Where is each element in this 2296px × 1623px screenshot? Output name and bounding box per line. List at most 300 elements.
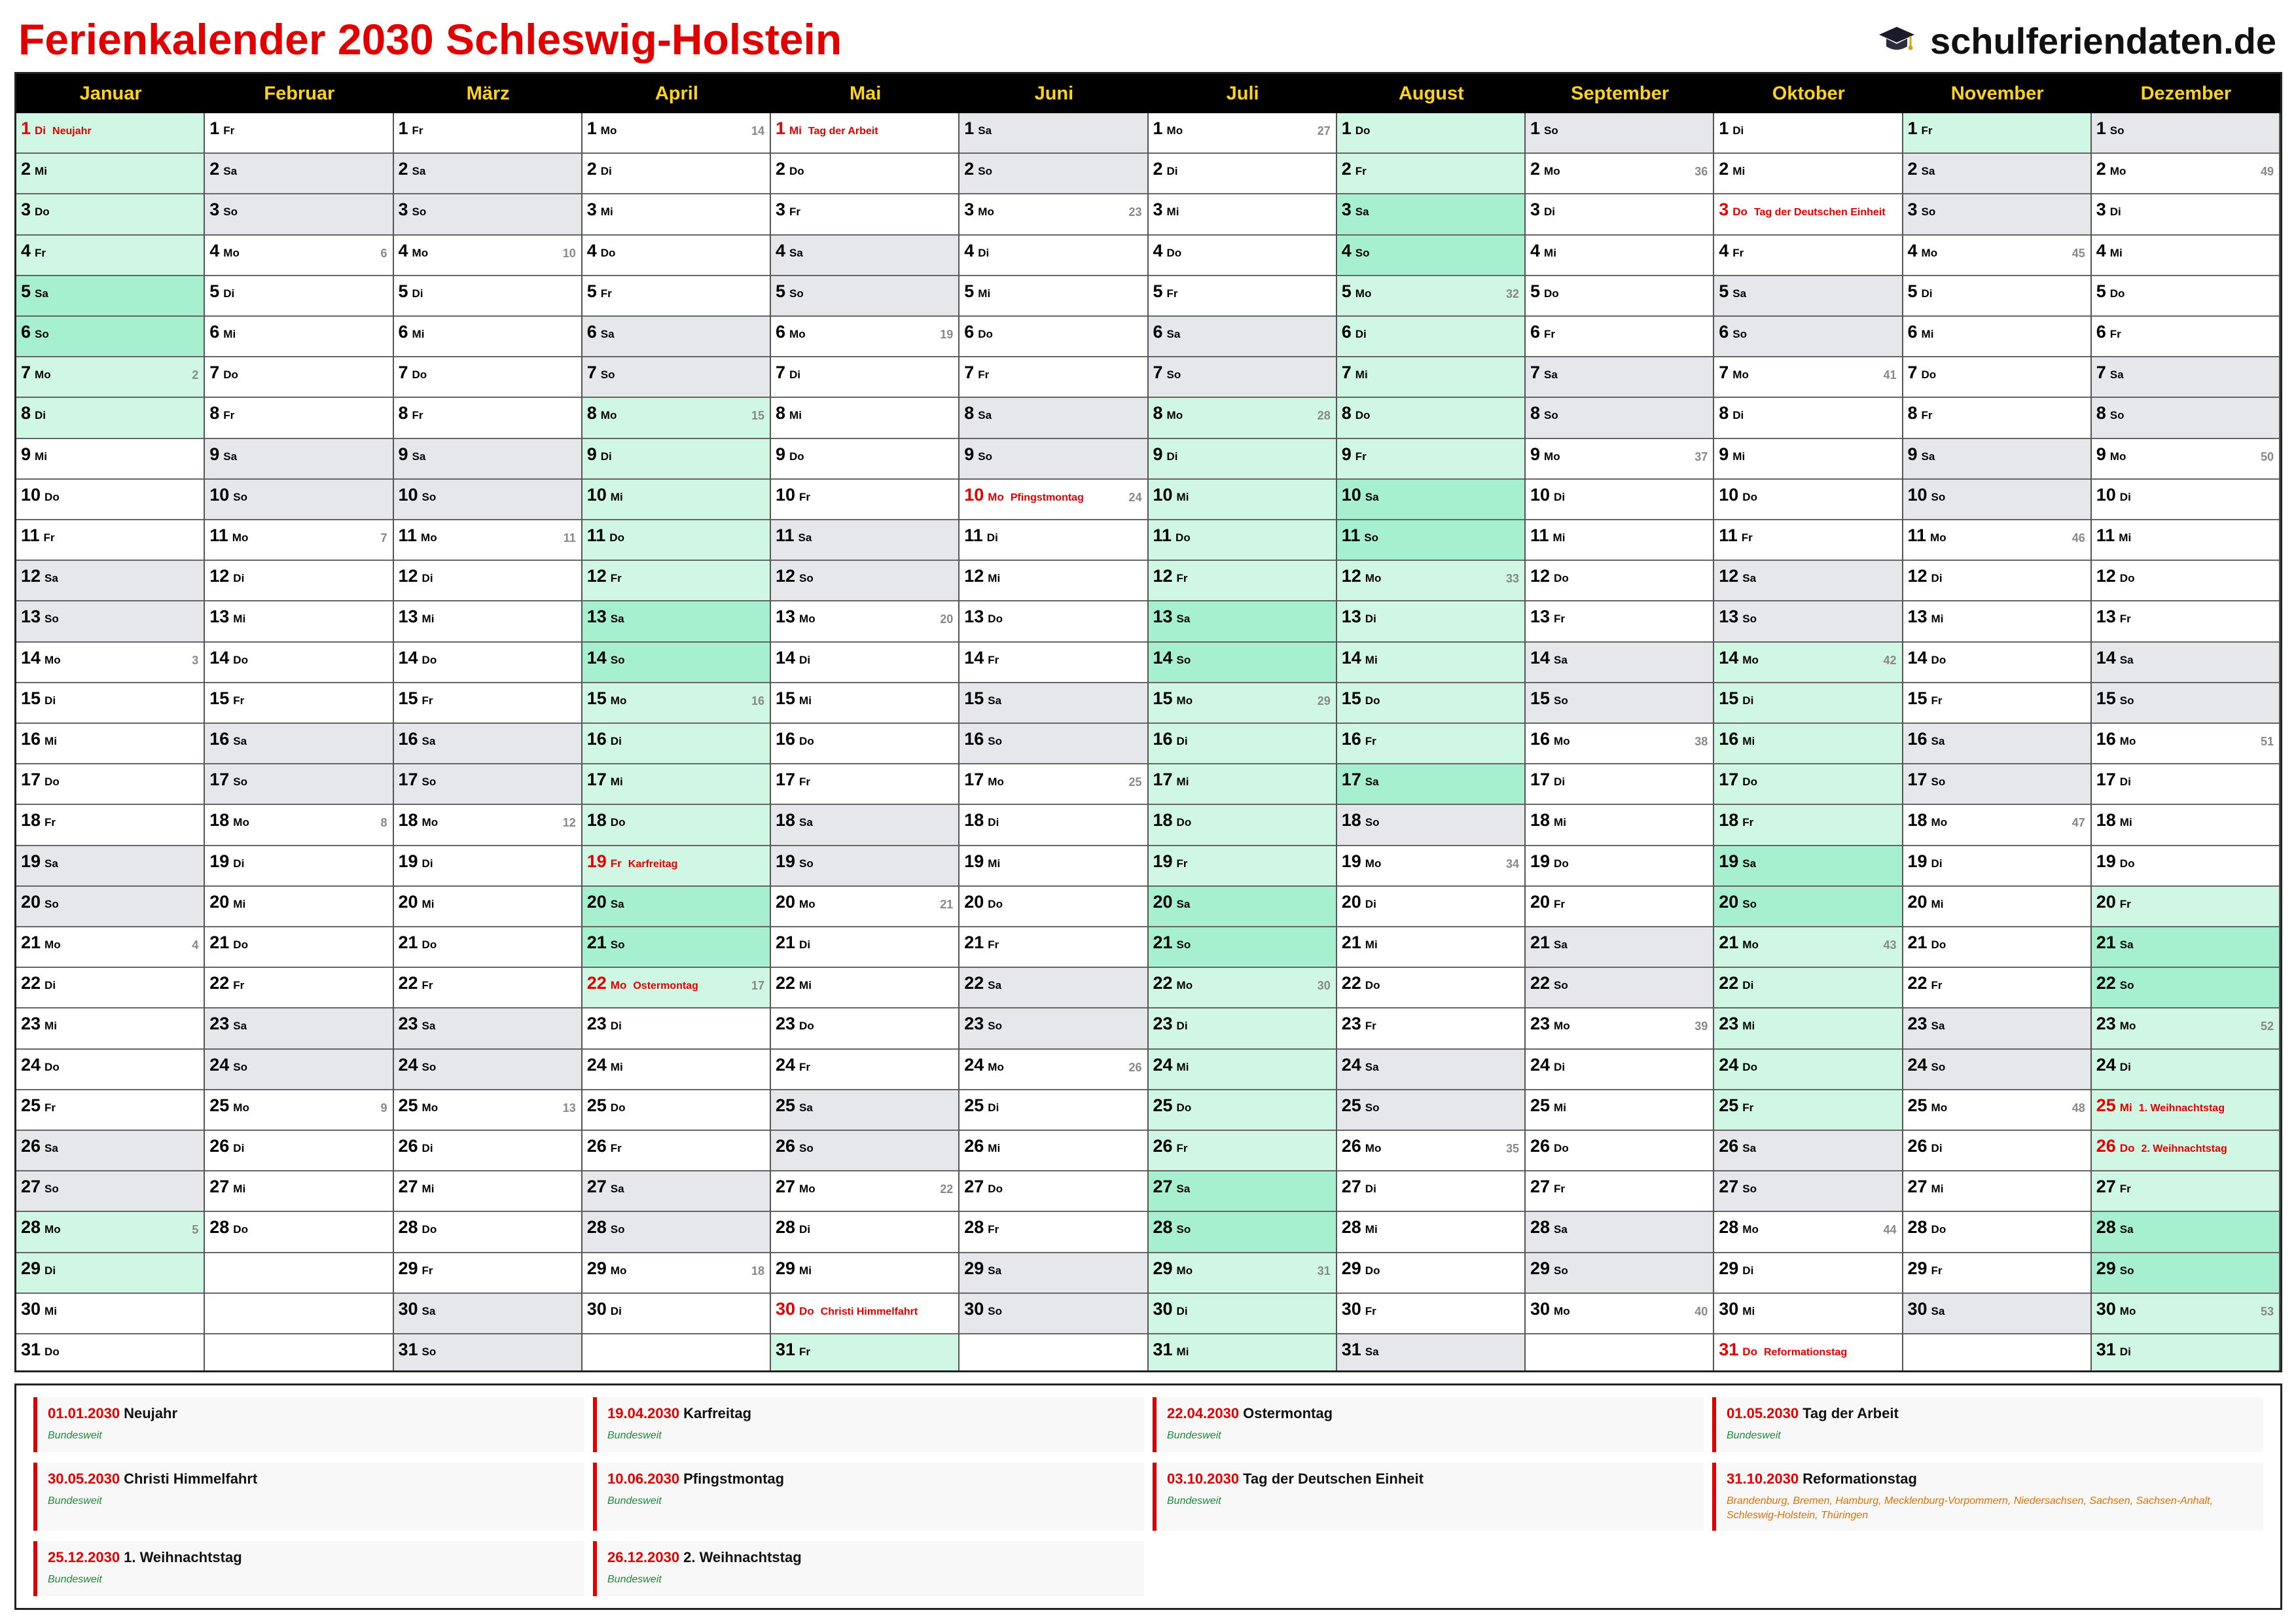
day-cell[interactable] [394, 357, 581, 398]
day-cell[interactable] [1526, 724, 1713, 764]
day-cell[interactable] [16, 724, 204, 764]
day-cell[interactable] [1337, 194, 1524, 235]
day-cell[interactable] [394, 236, 581, 276]
day-cell[interactable] [1714, 520, 1901, 561]
day-cell[interactable] [1526, 398, 1713, 438]
brand[interactable] [1878, 13, 2276, 68]
day-cell[interactable] [1149, 357, 1336, 398]
day-cell[interactable] [16, 1294, 204, 1334]
day-cell[interactable] [205, 764, 392, 805]
day-cell[interactable] [394, 561, 581, 601]
day-cell[interactable] [2092, 1050, 2279, 1090]
day-cell[interactable] [1149, 764, 1336, 805]
day-cell[interactable] [1714, 805, 1901, 846]
day-cell[interactable] [1149, 480, 1336, 520]
day-cell[interactable] [1337, 480, 1524, 520]
day-cell[interactable] [16, 805, 204, 846]
day-cell[interactable] [1337, 887, 1524, 927]
day-cell[interactable] [2092, 887, 2279, 927]
day-cell[interactable] [1149, 561, 1336, 601]
day-cell[interactable] [1903, 357, 2090, 398]
day-cell[interactable] [16, 764, 204, 805]
day-cell[interactable] [2092, 968, 2279, 1008]
day-cell[interactable] [960, 1253, 1147, 1294]
day-cell[interactable] [1714, 643, 1901, 683]
day-cell[interactable] [1526, 927, 1713, 968]
day-cell[interactable] [960, 1008, 1147, 1049]
day-cell[interactable] [2092, 1171, 2279, 1212]
day-cell[interactable] [394, 1090, 581, 1131]
day-cell[interactable] [771, 561, 958, 601]
day-cell[interactable] [960, 113, 1147, 154]
day-cell[interactable] [583, 887, 770, 927]
day-cell[interactable] [583, 561, 770, 601]
day-cell[interactable] [1149, 1171, 1336, 1212]
day-cell[interactable] [1714, 561, 1901, 601]
day-cell[interactable] [394, 724, 581, 764]
day-cell[interactable] [583, 1131, 770, 1171]
day-cell[interactable] [771, 1171, 958, 1212]
day-cell[interactable] [1526, 601, 1713, 642]
day-cell[interactable] [1149, 154, 1336, 194]
day-cell[interactable] [1526, 154, 1713, 194]
day-cell[interactable] [205, 194, 392, 235]
day-cell[interactable] [2092, 357, 2279, 398]
day-cell[interactable] [960, 1171, 1147, 1212]
day-cell[interactable] [205, 276, 392, 317]
day-cell[interactable] [205, 683, 392, 724]
day-cell[interactable] [960, 520, 1147, 561]
day-cell[interactable] [205, 561, 392, 601]
day-cell[interactable] [16, 887, 204, 927]
day-cell[interactable] [2092, 1212, 2279, 1253]
day-cell[interactable] [1526, 439, 1713, 480]
day-cell[interactable] [1526, 1090, 1713, 1131]
day-cell[interactable] [583, 1050, 770, 1090]
day-cell[interactable] [1714, 398, 1901, 438]
day-cell[interactable] [205, 724, 392, 764]
day-cell[interactable] [1337, 1050, 1524, 1090]
day-cell[interactable] [583, 927, 770, 968]
day-cell[interactable] [771, 683, 958, 724]
day-cell[interactable] [1337, 1131, 1524, 1171]
day-cell[interactable] [771, 439, 958, 480]
day-cell[interactable] [16, 317, 204, 357]
day-cell[interactable] [960, 683, 1147, 724]
day-cell[interactable] [1526, 643, 1713, 683]
day-cell[interactable] [16, 520, 204, 561]
day-cell[interactable] [394, 1212, 581, 1253]
day-cell[interactable] [1337, 805, 1524, 846]
day-cell[interactable] [16, 601, 204, 642]
day-cell[interactable] [2092, 154, 2279, 194]
day-cell[interactable] [2092, 561, 2279, 601]
day-cell[interactable] [2092, 764, 2279, 805]
day-cell[interactable] [394, 1253, 581, 1294]
day-cell[interactable] [1337, 357, 1524, 398]
day-cell[interactable] [771, 764, 958, 805]
day-cell[interactable] [960, 805, 1147, 846]
day-cell[interactable] [1714, 154, 1901, 194]
day-cell[interactable] [205, 927, 392, 968]
day-cell[interactable] [394, 1334, 581, 1372]
day-cell[interactable] [1714, 927, 1901, 968]
day-cell[interactable] [1526, 113, 1713, 154]
day-cell[interactable] [583, 236, 770, 276]
day-cell[interactable] [2092, 1090, 2279, 1131]
day-cell[interactable] [1714, 113, 1901, 154]
day-cell[interactable] [1526, 520, 1713, 561]
day-cell[interactable] [1526, 846, 1713, 887]
day-cell[interactable] [583, 480, 770, 520]
day-cell[interactable] [394, 683, 581, 724]
day-cell[interactable] [771, 194, 958, 235]
day-cell[interactable] [16, 1253, 204, 1294]
day-cell[interactable] [771, 643, 958, 683]
day-cell[interactable] [394, 398, 581, 438]
day-cell[interactable] [2092, 317, 2279, 357]
day-cell[interactable] [1714, 1212, 1901, 1253]
day-cell[interactable] [16, 1334, 204, 1372]
day-cell[interactable] [1337, 846, 1524, 887]
day-cell[interactable] [1526, 805, 1713, 846]
day-cell[interactable] [1714, 1294, 1901, 1334]
day-cell[interactable] [1337, 1212, 1524, 1253]
day-cell[interactable] [1149, 1294, 1336, 1334]
day-cell[interactable] [771, 1008, 958, 1049]
day-cell[interactable] [1337, 317, 1524, 357]
day-cell[interactable] [1714, 1090, 1901, 1131]
day-cell[interactable] [394, 1171, 581, 1212]
day-cell[interactable] [1526, 764, 1713, 805]
day-cell[interactable] [771, 887, 958, 927]
day-cell[interactable] [394, 1131, 581, 1171]
day-cell[interactable] [1903, 520, 2090, 561]
day-cell[interactable] [394, 805, 581, 846]
day-cell[interactable] [1337, 1090, 1524, 1131]
day-cell[interactable] [960, 846, 1147, 887]
day-cell[interactable] [1526, 683, 1713, 724]
day-cell[interactable] [205, 1090, 392, 1131]
day-cell[interactable] [771, 1334, 958, 1372]
day-cell[interactable] [2092, 194, 2279, 235]
day-cell[interactable] [1903, 846, 2090, 887]
day-cell[interactable] [771, 276, 958, 317]
day-cell[interactable] [1903, 1008, 2090, 1049]
day-cell[interactable] [1903, 194, 2090, 235]
day-cell[interactable] [1714, 480, 1901, 520]
day-cell[interactable] [205, 113, 392, 154]
day-cell[interactable] [583, 683, 770, 724]
day-cell[interactable] [2092, 1334, 2279, 1372]
day-cell[interactable] [960, 1090, 1147, 1131]
day-cell[interactable] [583, 1212, 770, 1253]
day-cell[interactable] [583, 968, 770, 1008]
day-cell[interactable] [583, 154, 770, 194]
day-cell[interactable] [2092, 1131, 2279, 1171]
day-cell[interactable] [2092, 1008, 2279, 1049]
day-cell[interactable] [1526, 1050, 1713, 1090]
day-cell[interactable] [394, 887, 581, 927]
day-cell[interactable] [1337, 154, 1524, 194]
day-cell[interactable] [16, 439, 204, 480]
day-cell[interactable] [960, 764, 1147, 805]
day-cell[interactable] [583, 1008, 770, 1049]
day-cell[interactable] [960, 398, 1147, 438]
day-cell[interactable] [960, 968, 1147, 1008]
day-cell[interactable] [1149, 194, 1336, 235]
day-cell[interactable] [1903, 1253, 2090, 1294]
day-cell[interactable] [394, 927, 581, 968]
day-cell[interactable] [1526, 1131, 1713, 1171]
day-cell[interactable] [1149, 683, 1336, 724]
day-cell[interactable] [1903, 439, 2090, 480]
day-cell[interactable] [16, 113, 204, 154]
day-cell[interactable] [1714, 1253, 1901, 1294]
day-cell[interactable] [771, 1090, 958, 1131]
day-cell[interactable] [960, 194, 1147, 235]
day-cell[interactable] [960, 480, 1147, 520]
day-cell[interactable] [1714, 1050, 1901, 1090]
day-cell[interactable] [16, 276, 204, 317]
day-cell[interactable] [1149, 317, 1336, 357]
day-cell[interactable] [771, 154, 958, 194]
day-cell[interactable] [960, 887, 1147, 927]
day-cell[interactable] [1903, 398, 2090, 438]
day-cell[interactable] [1149, 1253, 1336, 1294]
day-cell[interactable] [1903, 276, 2090, 317]
day-cell[interactable] [1149, 887, 1336, 927]
day-cell[interactable] [1714, 846, 1901, 887]
day-cell[interactable] [205, 887, 392, 927]
day-cell[interactable] [771, 927, 958, 968]
day-cell[interactable] [205, 1171, 392, 1212]
day-cell[interactable] [1903, 968, 2090, 1008]
day-cell[interactable] [583, 276, 770, 317]
day-cell[interactable] [205, 480, 392, 520]
day-cell[interactable] [1714, 1334, 1901, 1372]
day-cell[interactable] [1903, 805, 2090, 846]
day-cell[interactable] [394, 480, 581, 520]
day-cell[interactable] [1714, 724, 1901, 764]
day-cell[interactable] [16, 1090, 204, 1131]
day-cell[interactable] [960, 1050, 1147, 1090]
day-cell[interactable] [960, 724, 1147, 764]
day-cell[interactable] [205, 154, 392, 194]
day-cell[interactable] [771, 846, 958, 887]
day-cell[interactable] [1714, 1008, 1901, 1049]
day-cell[interactable] [1337, 1294, 1524, 1334]
day-cell[interactable] [771, 1294, 958, 1334]
day-cell[interactable] [1337, 1008, 1524, 1049]
day-cell[interactable] [960, 601, 1147, 642]
day-cell[interactable] [1903, 1212, 2090, 1253]
day-cell[interactable] [2092, 276, 2279, 317]
day-cell[interactable] [583, 439, 770, 480]
day-cell[interactable] [1903, 154, 2090, 194]
day-cell[interactable] [16, 398, 204, 438]
day-cell[interactable] [960, 439, 1147, 480]
day-cell[interactable] [771, 1212, 958, 1253]
day-cell[interactable] [1149, 520, 1336, 561]
day-cell[interactable] [1337, 113, 1524, 154]
day-cell[interactable] [2092, 683, 2279, 724]
day-cell[interactable] [1526, 1294, 1713, 1334]
day-cell[interactable] [2092, 480, 2279, 520]
day-cell[interactable] [1337, 1334, 1524, 1372]
day-cell[interactable] [771, 236, 958, 276]
day-cell[interactable] [1526, 561, 1713, 601]
day-cell[interactable] [1337, 968, 1524, 1008]
day-cell[interactable] [2092, 724, 2279, 764]
day-cell[interactable] [1903, 724, 2090, 764]
day-cell[interactable] [16, 683, 204, 724]
day-cell[interactable] [1714, 236, 1901, 276]
day-cell[interactable] [16, 643, 204, 683]
day-cell[interactable] [960, 1212, 1147, 1253]
day-cell[interactable] [1149, 398, 1336, 438]
day-cell[interactable] [16, 1171, 204, 1212]
day-cell[interactable] [1714, 601, 1901, 642]
day-cell[interactable] [1526, 1171, 1713, 1212]
day-cell[interactable] [16, 927, 204, 968]
day-cell[interactable] [1714, 968, 1901, 1008]
day-cell[interactable] [771, 805, 958, 846]
day-cell[interactable] [1149, 968, 1336, 1008]
day-cell[interactable] [2092, 1294, 2279, 1334]
day-cell[interactable] [1149, 805, 1336, 846]
day-cell[interactable] [1526, 480, 1713, 520]
day-cell[interactable] [1337, 683, 1524, 724]
day-cell[interactable] [583, 1171, 770, 1212]
day-cell[interactable] [394, 643, 581, 683]
day-cell[interactable] [1903, 1131, 2090, 1171]
day-cell[interactable] [394, 520, 581, 561]
day-cell[interactable] [1903, 764, 2090, 805]
day-cell[interactable] [1337, 276, 1524, 317]
day-cell[interactable] [1714, 194, 1901, 235]
day-cell[interactable] [1526, 194, 1713, 235]
day-cell[interactable] [1903, 480, 2090, 520]
day-cell[interactable] [1526, 1212, 1713, 1253]
day-cell[interactable] [205, 439, 392, 480]
day-cell[interactable] [1714, 1171, 1901, 1212]
day-cell[interactable] [1149, 1050, 1336, 1090]
day-cell[interactable] [1337, 439, 1524, 480]
day-cell[interactable] [1714, 683, 1901, 724]
day-cell[interactable] [583, 398, 770, 438]
day-cell[interactable] [1337, 1253, 1524, 1294]
day-cell[interactable] [583, 764, 770, 805]
day-cell[interactable] [16, 968, 204, 1008]
day-cell[interactable] [205, 520, 392, 561]
day-cell[interactable] [205, 398, 392, 438]
day-cell[interactable] [205, 236, 392, 276]
day-cell[interactable] [205, 357, 392, 398]
day-cell[interactable] [1337, 724, 1524, 764]
day-cell[interactable] [2092, 398, 2279, 438]
day-cell[interactable] [960, 236, 1147, 276]
day-cell[interactable] [16, 1050, 204, 1090]
day-cell[interactable] [583, 520, 770, 561]
day-cell[interactable] [1149, 1131, 1336, 1171]
day-cell[interactable] [960, 1131, 1147, 1171]
day-cell[interactable] [1337, 561, 1524, 601]
day-cell[interactable] [771, 317, 958, 357]
day-cell[interactable] [1149, 1090, 1336, 1131]
day-cell[interactable] [583, 643, 770, 683]
day-cell[interactable] [394, 1050, 581, 1090]
day-cell[interactable] [16, 154, 204, 194]
day-cell[interactable] [1903, 643, 2090, 683]
day-cell[interactable] [394, 317, 581, 357]
day-cell[interactable] [1903, 561, 2090, 601]
day-cell[interactable] [205, 1008, 392, 1049]
day-cell[interactable] [1903, 601, 2090, 642]
day-cell[interactable] [1149, 236, 1336, 276]
day-cell[interactable] [16, 561, 204, 601]
day-cell[interactable] [1526, 887, 1713, 927]
day-cell[interactable] [771, 1050, 958, 1090]
day-cell[interactable] [16, 480, 204, 520]
day-cell[interactable] [1714, 887, 1901, 927]
day-cell[interactable] [583, 1253, 770, 1294]
day-cell[interactable] [16, 1131, 204, 1171]
day-cell[interactable] [1149, 1008, 1336, 1049]
day-cell[interactable] [1714, 1131, 1901, 1171]
day-cell[interactable] [583, 601, 770, 642]
day-cell[interactable] [2092, 113, 2279, 154]
day-cell[interactable] [1526, 357, 1713, 398]
day-cell[interactable] [16, 236, 204, 276]
day-cell[interactable] [771, 113, 958, 154]
day-cell[interactable] [1149, 113, 1336, 154]
day-cell[interactable] [960, 1294, 1147, 1334]
day-cell[interactable] [2092, 439, 2279, 480]
day-cell[interactable] [1149, 1212, 1336, 1253]
day-cell[interactable] [771, 520, 958, 561]
day-cell[interactable] [960, 643, 1147, 683]
day-cell[interactable] [394, 194, 581, 235]
day-cell[interactable] [583, 357, 770, 398]
day-cell[interactable] [960, 561, 1147, 601]
day-cell[interactable] [2092, 805, 2279, 846]
day-cell[interactable] [1903, 113, 2090, 154]
day-cell[interactable] [583, 194, 770, 235]
day-cell[interactable] [1526, 1253, 1713, 1294]
day-cell[interactable] [1903, 1050, 2090, 1090]
day-cell[interactable] [394, 1008, 581, 1049]
day-cell[interactable] [1337, 520, 1524, 561]
day-cell[interactable] [2092, 520, 2279, 561]
day-cell[interactable] [205, 601, 392, 642]
day-cell[interactable] [1149, 927, 1336, 968]
day-cell[interactable] [583, 317, 770, 357]
day-cell[interactable] [394, 276, 581, 317]
day-cell[interactable] [1337, 236, 1524, 276]
day-cell[interactable] [1714, 439, 1901, 480]
day-cell[interactable] [205, 968, 392, 1008]
day-cell[interactable] [1337, 398, 1524, 438]
day-cell[interactable] [394, 968, 581, 1008]
day-cell[interactable] [1337, 643, 1524, 683]
day-cell[interactable] [1714, 276, 1901, 317]
day-cell[interactable] [1903, 1171, 2090, 1212]
day-cell[interactable] [205, 1050, 392, 1090]
day-cell[interactable] [1903, 887, 2090, 927]
day-cell[interactable] [2092, 846, 2279, 887]
day-cell[interactable] [771, 357, 958, 398]
